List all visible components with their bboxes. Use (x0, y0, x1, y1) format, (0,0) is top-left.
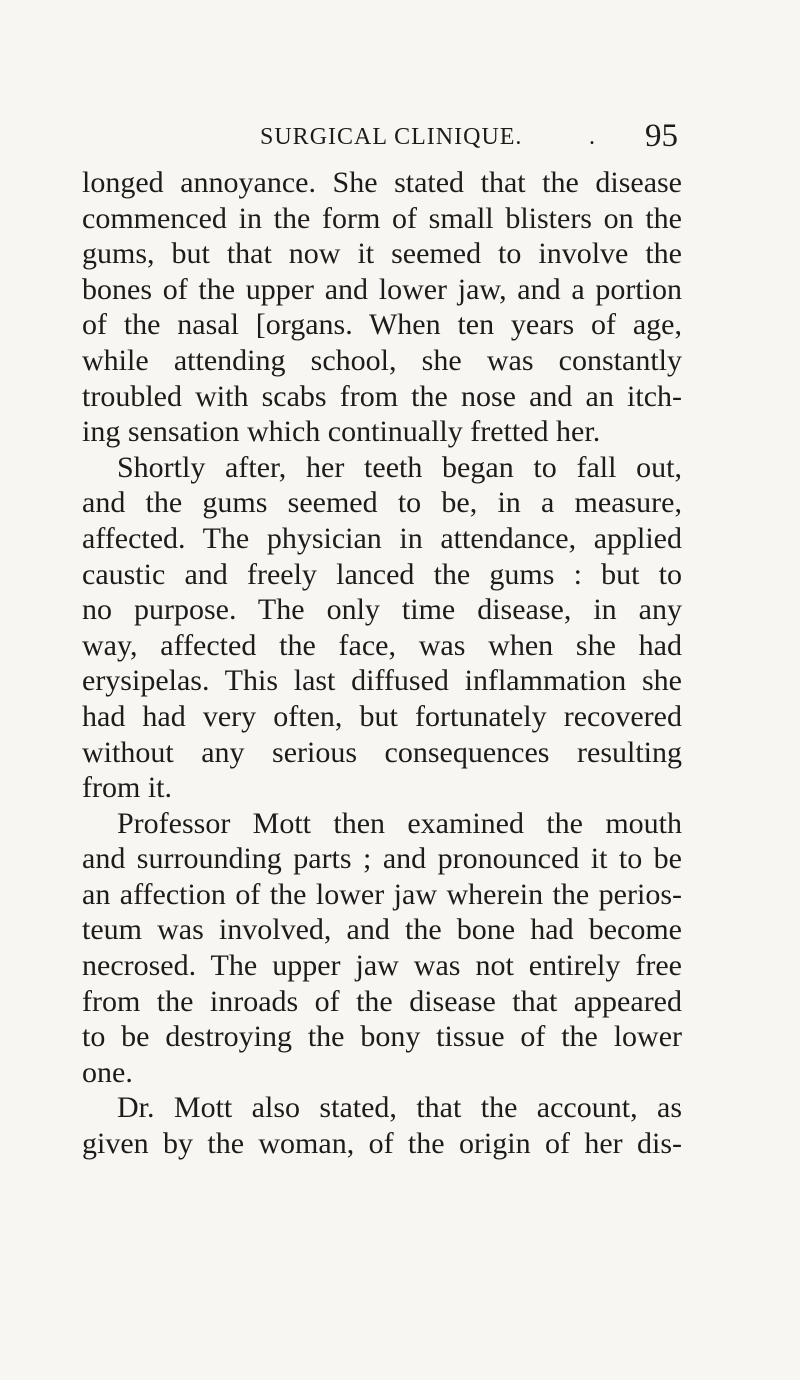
text-line: bones of the upper and lower jaw, and a portion (82, 272, 682, 306)
body-text (82, 165, 682, 1162)
text-line: of the nasal [organs. When ten years of age, (82, 308, 682, 342)
text-line: teum was involved, and the bone had become (82, 913, 682, 947)
page-header (260, 118, 690, 158)
paragraph-start-line: Dr. Mott also stated, that the account, as (117, 1091, 682, 1125)
text-line: from it. (82, 771, 172, 805)
text-line: had had very often, but fortunately recovered (82, 699, 682, 733)
text-line: erysipelas. This last diffused inflammation she (82, 664, 682, 698)
text-line: ing sensation which continually fretted her. (82, 415, 601, 449)
text-line: given by the woman, of the origin of her dis- (82, 1127, 682, 1161)
text-line: and surrounding parts ; and pronounced it to be (82, 842, 682, 876)
paragraph-start-line: Professor Mott then examined the mouth (117, 806, 682, 840)
text-line: no purpose. The only time disease, in any (82, 593, 682, 627)
text-line: while attending school, she was constantly (82, 343, 682, 377)
header-separator: . (589, 124, 595, 150)
text-line: troubled with scabs from the nose and an itch- (82, 379, 682, 413)
running-head: SURGICAL CLINIQUE. (260, 124, 523, 150)
text-line: and the gums seemed to be, in a measure, (82, 486, 682, 520)
text-line: affected. The physician in attendance, applied (82, 521, 682, 555)
text-line: one. (82, 1055, 133, 1089)
text-line: caustic and freely lanced the gums : but to (82, 557, 682, 591)
page-number: 95 (645, 118, 678, 154)
paragraph-start-line: Shortly after, her teeth began to fall out, (117, 450, 682, 484)
text-line: an affection of the lower jaw wherein the perios- (82, 877, 682, 911)
text-line: to be destroying the bony tissue of the lower (82, 1020, 682, 1054)
text-line: longed annoyance. She stated that the disease (82, 166, 682, 199)
text-line: without any serious consequences resulting (82, 735, 682, 769)
text-line: from the inroads of the disease that appeared (82, 984, 682, 1018)
text-line: commenced in the form of small blisters on the (82, 201, 682, 235)
text-line: necrosed. The upper jaw was not entirely free (82, 949, 682, 983)
text-line: gums, but that now it seemed to involve the (82, 237, 682, 271)
text-line: way, affected the face, was when she had (82, 628, 682, 662)
